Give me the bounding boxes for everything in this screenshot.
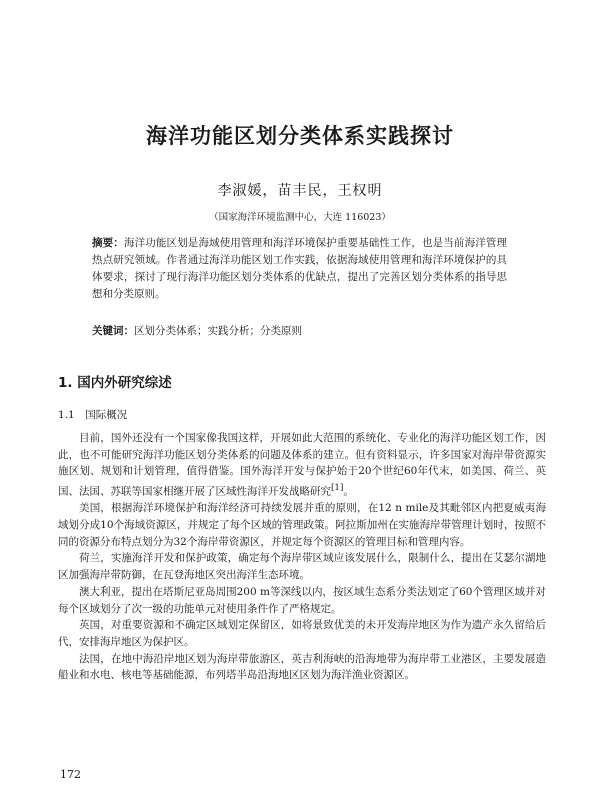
author-list: 李淑媛，苗丰民，王权明 <box>217 183 383 199</box>
section-heading: 1. 国内外研究综述 <box>58 375 172 391</box>
paragraph-netherlands: 荷兰，实施海洋开发和保护政策，确定每个海岸带区域应该发展什么，限制什么，提出在艾瑟尔湖地区加强海岸带防御，在瓦登海地区突出海洋生态环境。 <box>58 552 546 582</box>
abstract <box>92 235 507 303</box>
paragraph-france: 法国，在地中海沿岸地区划为海岸带旅游区，英吉利海峡的沿海地带为海岸带工业港区，主要发展造船业和水电、核电等基础能源，布列塔半岛沿海地区区划为海洋渔业资源区。 <box>58 652 546 682</box>
subsection-heading: 1.1 国际概况 <box>58 409 128 421</box>
paragraph-intro-tail: 。 <box>343 485 354 498</box>
abstract-label: 摘要： <box>92 237 124 249</box>
body-text <box>58 430 546 684</box>
paragraph-intro <box>58 430 546 500</box>
paragraph-uk: 英国，对重要资源和不确定区域划定保留区，如将景致优美的未开发海岸地区为作为遗产永久留给后代，安排海岸地区为保护区。 <box>58 619 546 648</box>
keywords-text: 区划分类体系；实践分析；分类原则 <box>134 325 302 337</box>
paragraph-australia: 澳大利亚，提出在塔斯尼亚岛周围200 m等深线以内，按区域生态系分类法划定了60个管理区域并对每个区域划分了次一级的功能单元对使用条件作了严格规定。 <box>58 585 546 615</box>
affiliation: （国家海洋环境监测中心，大连 116023） <box>209 212 391 223</box>
paragraph-usa: 美国，根据海洋环境保护和海洋经济可持续发展并重的原则，在12 n mile及其毗邻区内把夏威夷海域划分成10个海域资源区，并规定了每个区域的管理政策。阿拉斯加州在实施海岸带管理计划时，按照不同的资源分布特点划分为32个海岸带资源区，并规定每个资源区的管理目标和管理内容。 <box>58 502 546 548</box>
paper-title: 海洋功能区划分类体系实践探讨 <box>146 124 454 148</box>
abstract-text: 海洋功能区划是海域使用管理和海洋环境保护重要基础性工作，也是当前海洋管理热点研究领域。作者通过海洋功能区划工作实践，依据海域使用管理和海洋环境保护的具体要求，探讨了现行海洋功能区划分类体系的优缺点，提出了完善区划分类体系的指导思想和分类原则。 <box>92 237 508 300</box>
paragraph-intro-text: 目前，国外还没有一个国家像我国这样，开展如此大范围的系统化、专业化的海洋功能区划工作，因此，也不可能研究海洋功能区划分类体系的问题及体系的建立。但有资料显示，许多国家对海岸带资源实施区划、规划和计划管理，值得借鉴。国外海洋开发与保护始于20个世纪60年代末，如美国、荷兰、英国、法国、苏联等国家相继开展了区域性海洋开发战略研究 <box>58 432 546 498</box>
page-number: 172 <box>60 768 81 781</box>
keywords <box>92 323 507 340</box>
keywords-label: 关键词： <box>92 325 134 337</box>
citation: [1] <box>331 483 344 494</box>
